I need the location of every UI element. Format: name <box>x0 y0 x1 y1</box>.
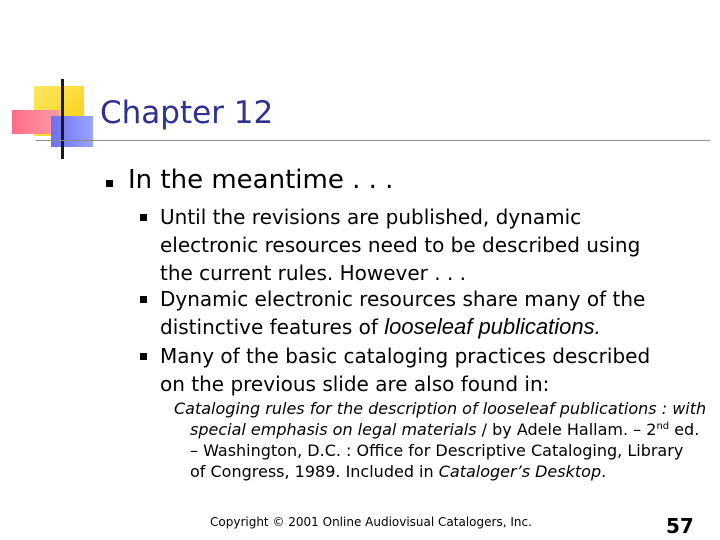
bullet-square-icon <box>140 353 147 360</box>
sub-bullet-1-line: electronic resources need to be described using <box>160 233 641 257</box>
sub-bullet-2-italic: looseleaf publications. <box>384 314 601 339</box>
title-decoration <box>0 0 110 170</box>
citation-author: / by Adele Hallam. – 2 <box>476 420 657 439</box>
citation-subtitle: special emphasis on legal materials <box>190 420 477 439</box>
sub-bullet-2-line <box>160 313 645 341</box>
sub-bullet-1-line: the current rules. However . . . <box>160 261 467 285</box>
sub-bullet-2-line: Dynamic electronic resources share many of the <box>160 287 646 311</box>
main-bullet: In the meantime . . . <box>128 165 394 195</box>
sub-bullet-2-prefix: distinctive features of <box>160 315 385 339</box>
citation <box>174 398 706 482</box>
citation-line-3: – Washington, D.C. : Office for Descriptive Cataloging, Library <box>190 441 684 460</box>
citation-title: Cataloging rules for the description of looseleaf publications : with <box>174 399 707 418</box>
bullet-square-icon <box>140 214 147 221</box>
citation-end: . <box>601 462 607 481</box>
sub-bullet-3-line: on the previous slide are also found in: <box>160 372 550 396</box>
bullet-square-icon <box>106 180 113 187</box>
sub-bullet-2 <box>160 285 645 341</box>
blue-square <box>51 116 93 147</box>
citation-edition: ed. <box>669 420 700 439</box>
slide-title: Chapter 12 <box>100 95 274 131</box>
footer-copyright: Copyright © 2001 Online Audiovisual Catalogers, Inc. <box>210 515 532 529</box>
sub-bullet-3 <box>160 342 650 398</box>
citation-product: Cataloger’s Desktop <box>438 462 602 481</box>
citation-superscript: nd <box>656 421 670 432</box>
sub-bullet-1 <box>160 203 640 287</box>
citation-line-2 <box>174 419 706 440</box>
sub-bullet-3-line: Many of the basic cataloging practices described <box>160 344 651 368</box>
bullet-square-icon <box>140 296 147 303</box>
sub-bullet-1-line: Until the revisions are published, dynamic <box>160 205 582 229</box>
citation-publisher: of Congress, 1989. Included in <box>190 462 439 481</box>
vertical-rule <box>61 79 64 159</box>
page-number: 57 <box>666 514 694 538</box>
title-underline <box>36 140 710 141</box>
citation-line-1 <box>174 398 706 419</box>
citation-line-4 <box>174 461 706 482</box>
